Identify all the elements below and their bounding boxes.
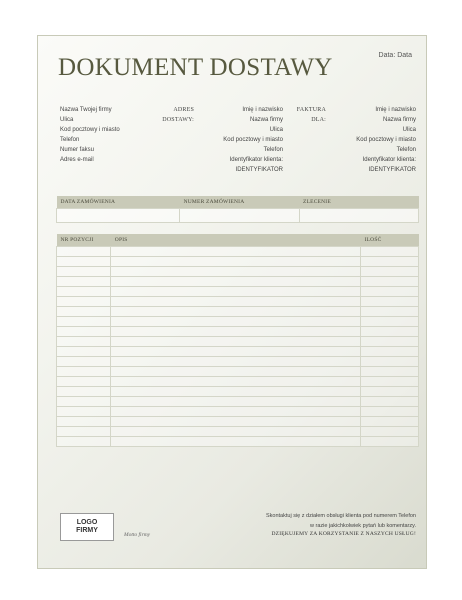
description-cell[interactable] [111, 437, 361, 447]
description-cell[interactable] [111, 417, 361, 427]
shipping-phone: Telefon [263, 147, 283, 153]
description-cell[interactable] [111, 247, 361, 257]
table-row [57, 267, 419, 277]
item-number-cell[interactable] [57, 437, 111, 447]
contact-line: Skontaktuj się z działem obsługi klienta pod numerem Telefon [265, 513, 416, 519]
order-number-cell[interactable] [180, 209, 299, 223]
commission-cell[interactable] [299, 209, 418, 223]
table-row [57, 327, 419, 337]
contact-line: w razie jakichkolwiek pytań lub komentarzy. [310, 523, 416, 529]
billing-label-line: FAKTURA [296, 107, 326, 113]
description-cell[interactable] [111, 317, 361, 327]
billing-name: Imię i nazwisko [375, 107, 416, 113]
item-number-cell[interactable] [57, 267, 111, 277]
document-date: Data: Data [378, 52, 412, 59]
table-row [57, 407, 419, 417]
billing-customer-id: IDENTYFIKATOR [368, 167, 416, 173]
items-table-body [57, 247, 419, 447]
company-motto: Motto firmy [124, 532, 151, 538]
item-number-cell[interactable] [57, 327, 111, 337]
logo-line: LOGO [76, 519, 98, 526]
table-row [57, 357, 419, 367]
item-number-cell[interactable] [57, 387, 111, 397]
billing-phone: Telefon [396, 147, 416, 153]
item-number-cell[interactable] [57, 317, 111, 327]
description-cell[interactable] [111, 427, 361, 437]
description-header: OPIS [111, 234, 361, 247]
shipping-address [198, 105, 283, 175]
quantity-cell[interactable] [361, 427, 419, 437]
item-number-cell[interactable] [57, 377, 111, 387]
table-row [57, 367, 419, 377]
item-number-cell[interactable] [57, 287, 111, 297]
page-title: DOKUMENT DOSTAWY [58, 54, 333, 81]
quantity-cell[interactable] [361, 357, 419, 367]
quantity-cell[interactable] [361, 397, 419, 407]
shipping-label-line: DOSTAWY: [162, 117, 194, 123]
billing-label-line: DLA: [311, 117, 326, 123]
company-email: Adres e-mail [60, 157, 94, 163]
description-cell[interactable] [111, 267, 361, 277]
table-row [57, 257, 419, 267]
table-row [57, 397, 419, 407]
shipping-company: Nazwa firmy [249, 117, 283, 123]
contact-note [218, 511, 416, 531]
company-fax: Numer faksu [60, 147, 95, 153]
description-cell[interactable] [111, 307, 361, 317]
table-row [57, 307, 419, 317]
shipping-label-line: ADRES [173, 107, 194, 113]
company-info [60, 105, 120, 165]
company-logo [60, 513, 114, 541]
item-number-cell[interactable] [57, 277, 111, 287]
quantity-cell[interactable] [361, 377, 419, 387]
description-cell[interactable] [111, 407, 361, 417]
quantity-cell[interactable] [361, 277, 419, 287]
item-number-cell[interactable] [57, 397, 111, 407]
quantity-cell[interactable] [361, 257, 419, 267]
table-row [57, 247, 419, 257]
quantity-cell[interactable] [361, 337, 419, 347]
logo-line: FIRMY [76, 527, 98, 534]
company-street: Ulica [60, 117, 74, 123]
shipping-street: Ulica [269, 127, 283, 133]
items-table [56, 234, 419, 447]
item-number-cell[interactable] [57, 307, 111, 317]
item-number-cell[interactable] [57, 427, 111, 437]
table-row [57, 417, 419, 427]
table-row [57, 287, 419, 297]
item-number-cell[interactable] [57, 347, 111, 357]
table-row [57, 387, 419, 397]
item-number-cell[interactable] [57, 337, 111, 347]
quantity-cell[interactable] [361, 317, 419, 327]
order-date-cell[interactable] [57, 209, 180, 223]
commission-header: ZLECENIE [299, 196, 418, 209]
table-row [57, 437, 419, 447]
order-date-header: DATA ZAMÓWIENIA [57, 196, 180, 209]
description-cell[interactable] [111, 357, 361, 367]
item-number-header: NR POZYCJI [57, 234, 111, 247]
quantity-header: ILOŚĆ [361, 234, 419, 247]
quantity-cell[interactable] [361, 347, 419, 357]
billing-company: Nazwa firmy [382, 117, 416, 123]
quantity-cell[interactable] [361, 367, 419, 377]
shipping-customer-id-label: Identyfikator klienta: [229, 157, 283, 163]
order-number-header: NUMER ZAMÓWIENIA [180, 196, 299, 209]
quantity-cell[interactable] [361, 417, 419, 427]
quantity-cell[interactable] [361, 247, 419, 257]
shipping-name: Imię i nazwisko [242, 107, 283, 113]
delivery-document-page [37, 35, 427, 569]
company-name: Nazwa Twojej firmy [60, 107, 112, 113]
description-cell[interactable] [111, 337, 361, 347]
description-cell[interactable] [111, 397, 361, 407]
description-cell[interactable] [111, 387, 361, 397]
quantity-cell[interactable] [361, 437, 419, 447]
shipping-customer-id: IDENTYFIKATOR [235, 167, 283, 173]
quantity-cell[interactable] [361, 297, 419, 307]
quantity-cell[interactable] [361, 307, 419, 317]
description-cell[interactable] [111, 327, 361, 337]
description-cell[interactable] [111, 367, 361, 377]
billing-street: Ulica [402, 127, 416, 133]
quantity-cell[interactable] [361, 267, 419, 277]
description-cell[interactable] [111, 257, 361, 267]
item-number-cell[interactable] [57, 247, 111, 257]
table-row [57, 347, 419, 357]
description-cell[interactable] [111, 297, 361, 307]
table-row [57, 427, 419, 437]
quantity-cell[interactable] [361, 407, 419, 417]
shipping-postal-city: Kod pocztowy i miasto [223, 137, 283, 143]
quantity-cell[interactable] [361, 387, 419, 397]
quantity-cell[interactable] [361, 327, 419, 337]
table-row [57, 377, 419, 387]
table-row [57, 277, 419, 287]
table-row [57, 337, 419, 347]
billing-address [330, 105, 416, 175]
item-number-cell[interactable] [57, 417, 111, 427]
company-postal-city: Kod pocztowy i miasto [60, 127, 120, 133]
billing-label [288, 105, 326, 125]
item-number-cell[interactable] [57, 407, 111, 417]
item-number-cell[interactable] [57, 357, 111, 367]
table-row [57, 297, 419, 307]
company-phone: Telefon [60, 137, 80, 143]
description-cell[interactable] [111, 347, 361, 357]
description-cell[interactable] [111, 287, 361, 297]
order-info-table [56, 196, 419, 223]
description-cell[interactable] [111, 277, 361, 287]
item-number-cell[interactable] [57, 367, 111, 377]
thank-you-note: DZIĘKUJEMY ZA KORZYSTANIE Z NASZYCH USŁUG! [271, 531, 416, 537]
item-number-cell[interactable] [57, 297, 111, 307]
billing-postal-city: Kod pocztowy i miasto [356, 137, 416, 143]
table-row [57, 317, 419, 327]
quantity-cell[interactable] [361, 287, 419, 297]
billing-customer-id-label: Identyfikator klienta: [362, 157, 416, 163]
shipping-label [150, 105, 194, 125]
description-cell[interactable] [111, 377, 361, 387]
item-number-cell[interactable] [57, 257, 111, 267]
